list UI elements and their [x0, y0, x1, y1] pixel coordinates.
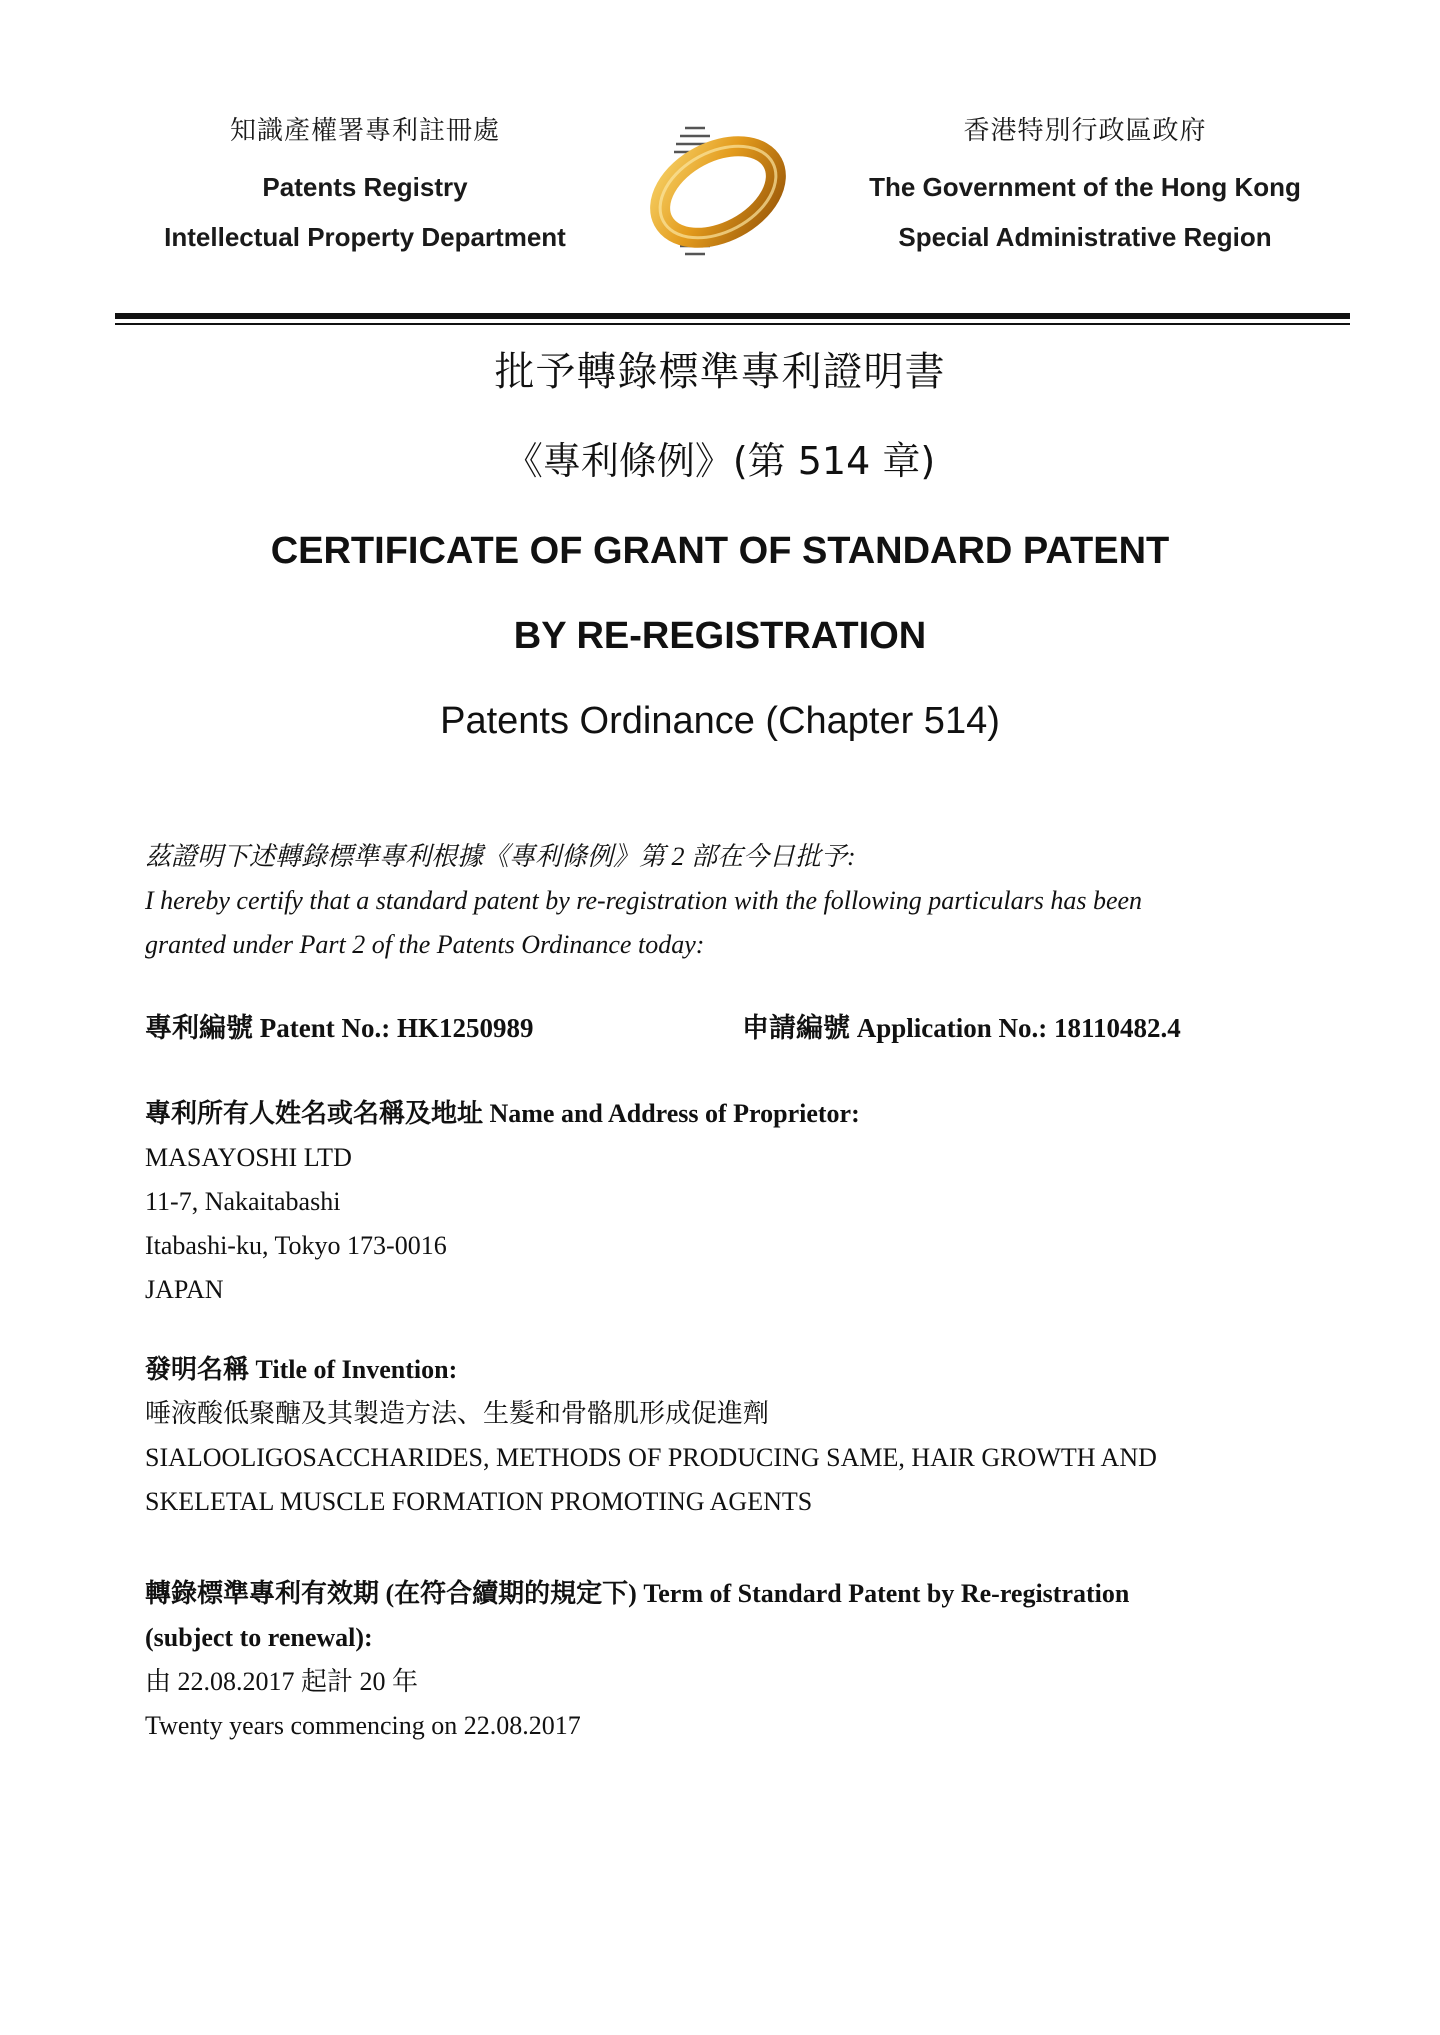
term-label-line1: 轉錄標準專利有效期 (在符合續期的規定下) Term of Standard Patent by Re-registration [145, 1579, 1130, 1608]
proprietor-section [145, 1092, 1305, 1312]
government-header [850, 112, 1320, 262]
government-name-zh: 香港特別行政區政府 [963, 115, 1207, 145]
invention-title-line2: SKELETAL MUSCLE FORMATION PROMOTING AGENTS [145, 1487, 813, 1516]
department-name: Intellectual Property Department [164, 222, 566, 252]
application-number-label: 申請編號 Application No.: [742, 1013, 1048, 1043]
ordinance-zh: 《專利條例》(第 514 章) [504, 439, 936, 483]
certification-statement [145, 835, 1305, 967]
hksar-logo [630, 120, 800, 265]
term-section [145, 1572, 1305, 1748]
invention-label: 發明名稱 Title of Invention: [145, 1355, 458, 1384]
certification-en-line1: I hereby certify that a standard patent by re-registration with the following particulars has been [145, 886, 1143, 915]
proprietor-country: JAPAN [145, 1275, 224, 1304]
proprietor-address-line1: 11-7, Nakaitabashi [145, 1187, 341, 1216]
proprietor-name: MASAYOSHI LTD [145, 1143, 352, 1172]
invention-section [145, 1348, 1305, 1524]
patent-number-label: 專利編號 Patent No.: [145, 1013, 391, 1043]
invention-title-zh: 唾液酸低聚醣及其製造方法、生髮和骨骼肌形成促進劑 [145, 1399, 770, 1428]
invention-title-line1: SIALOOLIGOSACCHARIDES, METHODS OF PRODUCING SAME, HAIR GROWTH AND [145, 1443, 1157, 1472]
patent-number-value: HK1250989 [396, 1013, 534, 1043]
term-zh: 由 22.08.2017 起計 20 年 [145, 1667, 419, 1696]
application-number-value: 18110482.4 [1054, 1013, 1181, 1043]
certificate-title: CERTIFICATE OF GRANT OF STANDARD PATENT [270, 530, 1170, 572]
registry-name-zh: 知識產權署專利註冊處 [229, 115, 500, 145]
registry-name: Patents Registry [262, 172, 468, 202]
application-number [742, 1006, 1181, 1045]
patent-number [145, 1006, 533, 1045]
term-label-line2: (subject to renewal): [145, 1623, 373, 1652]
ordinance-reference: Patents Ordinance (Chapter 514) [440, 700, 1000, 742]
registry-header [140, 112, 590, 262]
header-divider [115, 313, 1350, 319]
certification-zh: 茲證明下述轉錄標準專利根據《專利條例》第 2 部在今日批予: [145, 842, 856, 871]
certificate-title-zh: 批予轉錄標準專利證明書 [494, 349, 946, 395]
proprietor-label: 專利所有人姓名或名稱及地址 Name and Address of Proprietor: [145, 1099, 860, 1128]
proprietor-address-line2: Itabashi-ku, Tokyo 173-0016 [145, 1231, 447, 1260]
government-name-line1: The Government of the Hong Kong [869, 172, 1301, 202]
term-en: Twenty years commencing on 22.08.2017 [145, 1711, 581, 1740]
header-divider-thin [115, 323, 1350, 325]
certificate-subtitle: BY RE-REGISTRATION [513, 615, 927, 657]
government-name-line2: Special Administrative Region [898, 222, 1272, 252]
certification-en-line2: granted under Part 2 of the Patents Ordinance today: [145, 930, 705, 959]
